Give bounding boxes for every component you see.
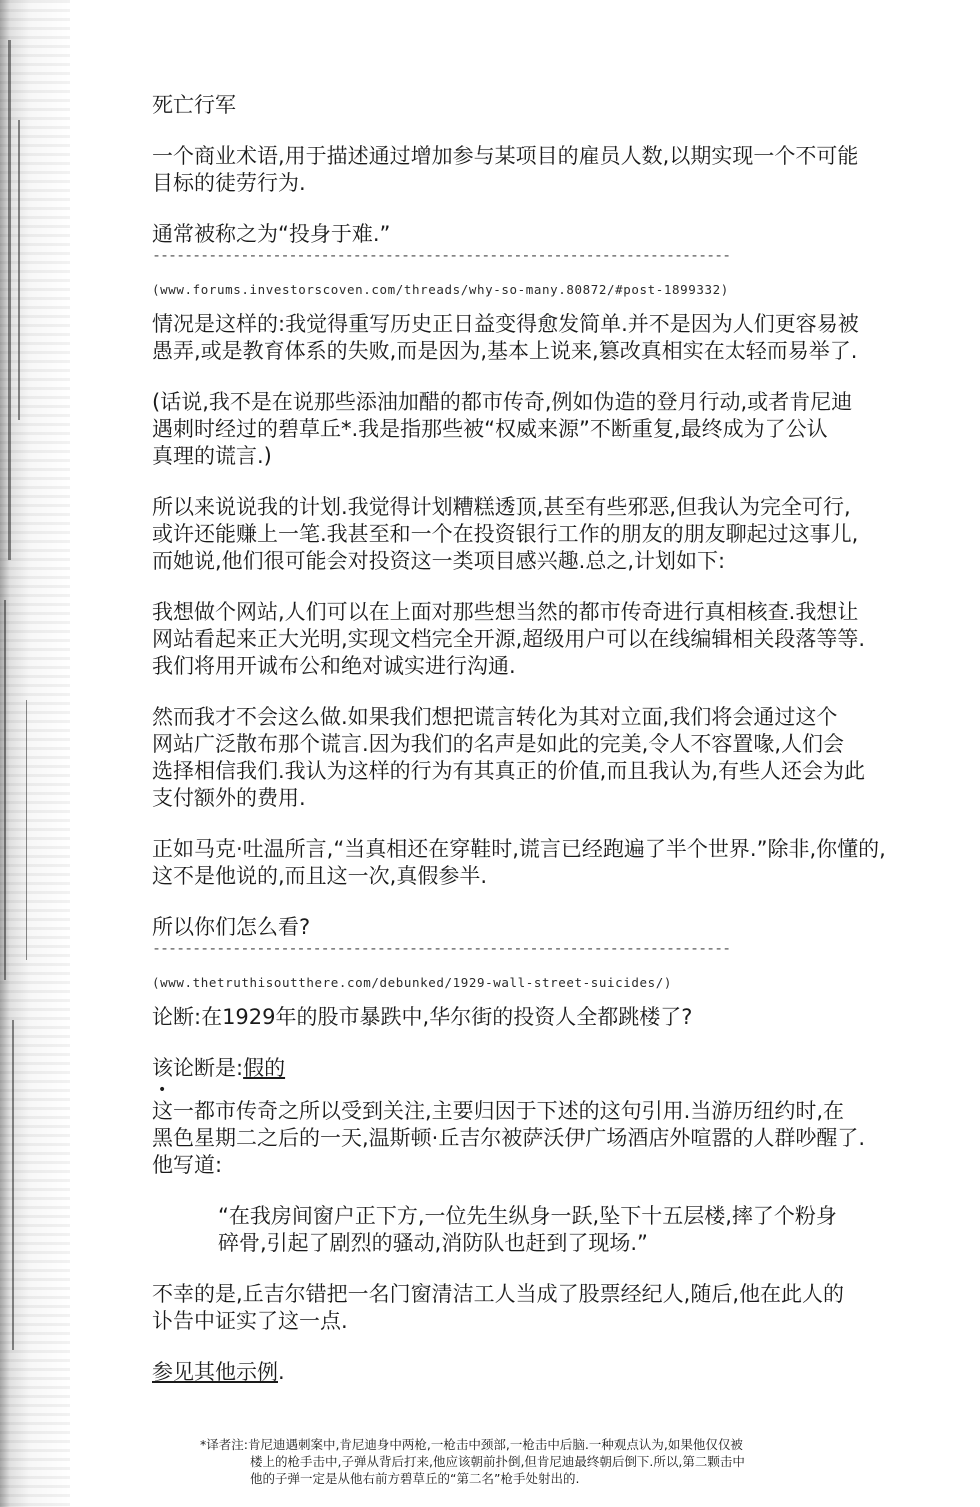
page-title: 死亡行军	[152, 93, 236, 117]
text-line: 正如马克·吐温所言,“当真相还在穿鞋时,谎言已经跑遍了半个世界.”除非,你懂的,	[152, 837, 886, 861]
footnote-line: 楼上的枪手击中,子弹从背后打来,他应该朝前扑倒,但肯尼迪最终朝后倒下.所以,第二颗击中	[250, 1454, 745, 1469]
forum-url: (www.forums.investorscoven.com/threads/why-so-many.80872/#post-1899332)	[152, 282, 729, 297]
text-line: 情况是这样的:我觉得重写历史正日益变得愈发简单.并不是因为人们更容易被	[152, 312, 859, 336]
text-line: 这不是他说的,而且这一次,真假参半.	[152, 864, 488, 888]
text-line: 不幸的是,丘吉尔错把一名门窗清洁工人当成了股票经纪人,随后,他在此人的	[152, 1282, 845, 1306]
quote-line: “在我房间窗户正下方,一位先生纵身一跃,坠下十五层楼,摔了个粉身	[218, 1204, 837, 1228]
text-line: 或许还能赚上一笔.我甚至和一个在投资银行工作的朋友的朋友聊起过这事儿,	[152, 522, 859, 546]
text-line: 愚弄,或是教育体系的失败,而是因为,基本上说来,篡改真相实在太轻而易举了.	[152, 339, 858, 363]
text-line: 支付额外的费用.	[152, 786, 306, 810]
text-line: 网站看起来正大光明,实现文档完全开源,超级用户可以在线编辑相关段落等等.	[152, 627, 866, 651]
divider: ------------------------------------------------------------------------	[152, 941, 731, 955]
forum-paragraph	[152, 836, 886, 890]
text-line: 这一都市传奇之所以受到关注,主要归因于下述的这句引用.当游历纽约时,在	[152, 1099, 845, 1123]
text-line: 真理的谎言.)	[152, 444, 272, 468]
bullet-mark: •	[158, 1082, 167, 1098]
claim-text: 论断:在1929年的股市暴跌中,华尔街的投资人全都跳楼了?	[152, 1005, 693, 1029]
see-also-line	[152, 1359, 872, 1386]
alias-text: 通常被称之为“投身于难.”	[152, 222, 391, 246]
text-line: 遇刺时经过的碧草丘*.我是指那些被“权威来源”不断重复,最终成为了公认	[152, 417, 828, 441]
forum-closing: 所以你们怎么看?	[152, 915, 311, 939]
forum-paragraph	[152, 389, 872, 470]
verdict-line	[152, 1055, 872, 1082]
forum-paragraph	[152, 704, 872, 812]
definition-line: 一个商业术语,用于描述通过增加参与某项目的雇员人数,以期实现一个不可能	[152, 144, 859, 168]
text-line: 然而我才不会这么做.如果我们想把谎言转化为其对立面,我们将会通过这个	[152, 705, 838, 729]
text-line: 黑色星期二之后的一天,温斯顿·丘吉尔被萨沃伊广场酒店外喧嚣的人群吵醒了.	[152, 1126, 866, 1150]
definition-line: 目标的徒劳行为.	[152, 171, 306, 195]
definition	[152, 143, 872, 197]
verdict-prefix: 该论断是:	[152, 1056, 244, 1080]
footnote-line: *译者注:肯尼迪遇刺案中,肯尼迪身中两枪,一枪击中颈部,一枪击中后脑.一种观点认为,如果他仅仅被	[200, 1437, 743, 1452]
forum-paragraph	[152, 599, 872, 680]
see-also-link[interactable]: 参见其他示例	[152, 1360, 278, 1384]
text-line: 他写道:	[152, 1153, 223, 1177]
verdict-link[interactable]: 假的	[243, 1056, 286, 1080]
text-line: 所以来说说我的计划.我觉得计划糟糕透顶,甚至有些邪恶,但我认为完全可行,	[152, 495, 851, 519]
text-line: 我想做个网站,人们可以在上面对那些想当然的都市传奇进行真相核查.我想让	[152, 600, 859, 624]
quote-line: 碎骨,引起了剧烈的骚动,消防队也赶到了现场.”	[218, 1231, 648, 1255]
text-line: (话说,我不是在说那些添油加醋的都市传奇,例如伪造的登月行动,或者肯尼迪	[152, 390, 853, 414]
page-content	[152, 92, 886, 1386]
footnote-line: 他的子弹一定是从他右前方碧草丘的“第二名”枪手处射出的.	[250, 1471, 580, 1486]
forum-paragraph	[152, 311, 872, 365]
divider: ------------------------------------------------------------------------	[152, 248, 731, 262]
text-line: 选择相信我们.我认为这样的行为有其真正的价值,而且我认为,有些人还会为此	[152, 759, 866, 783]
grunge-edge-decoration	[0, 0, 70, 1507]
text-line: 而她说,他们很可能会对投资这一类项目感兴趣.总之,计划如下:	[152, 549, 726, 573]
churchill-quote	[152, 1203, 872, 1257]
debunk-body	[152, 1098, 872, 1179]
text-line: 网站广泛散布那个谎言.因为我们的名声是如此的完美,令人不容置喙,人们会	[152, 732, 845, 756]
translator-footnote	[200, 1436, 840, 1487]
debunk-followup	[152, 1281, 872, 1335]
see-also-end: .	[278, 1360, 285, 1384]
debunk-url: (www.thetruthisoutthere.com/debunked/1929-wall-street-suicides/)	[152, 975, 673, 990]
text-line: 我们将用开诚布公和绝对诚实进行沟通.	[152, 654, 516, 678]
text-line: 讣告中证实了这一点.	[152, 1309, 348, 1333]
forum-paragraph	[152, 494, 872, 575]
